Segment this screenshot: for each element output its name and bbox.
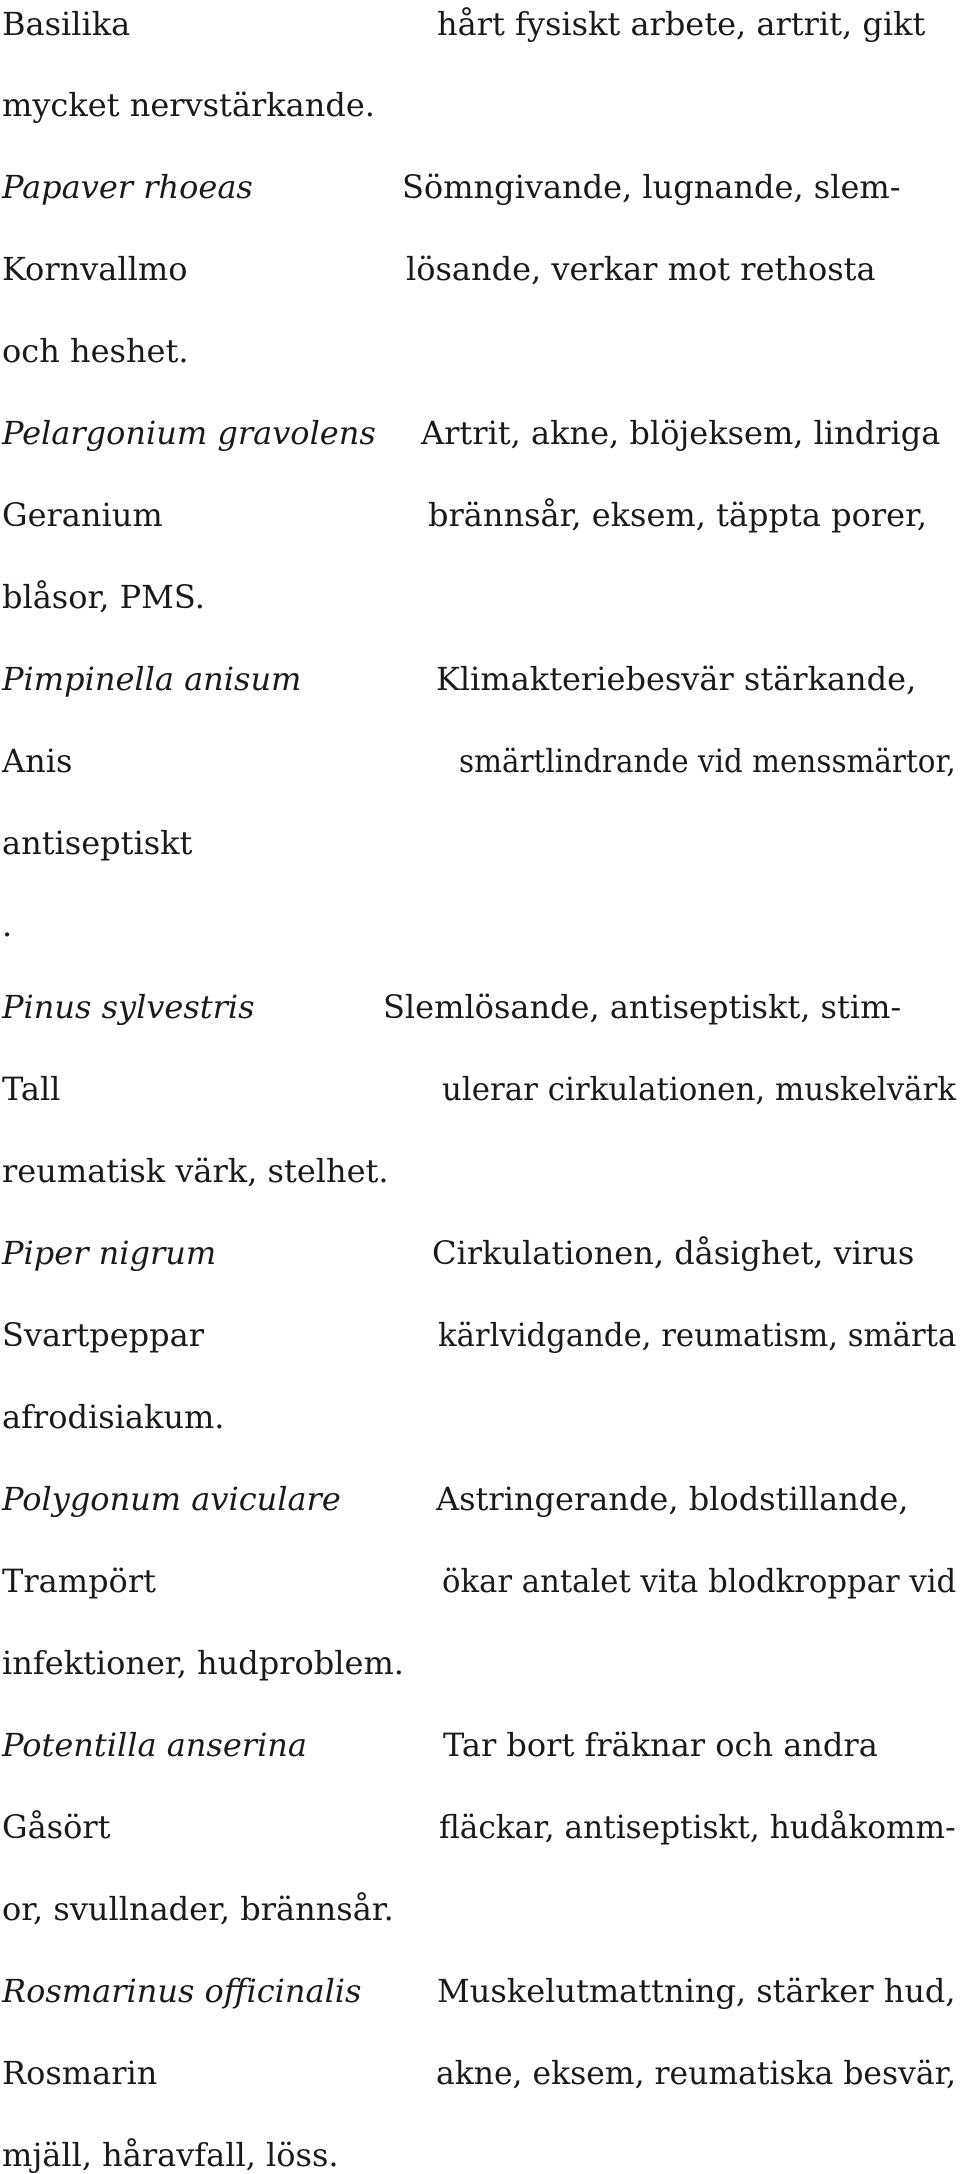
- stray-period: .: [2, 906, 13, 944]
- plant-swedish-name: Geranium: [2, 496, 163, 534]
- plant-latin-name: Pimpinella anisum: [2, 660, 302, 698]
- plant-latin-name: Piper nigrum: [2, 1234, 217, 1272]
- plant-use-text: Astringerande, blodstillande,: [436, 1480, 909, 1518]
- plant-use-continuation: och heshet.: [2, 332, 189, 370]
- plant-use-text: brännsår, eksem, täppta porer,: [428, 496, 928, 534]
- plant-latin-name: Polygonum aviculare: [2, 1480, 341, 1518]
- plant-swedish-name: Svartpeppar: [2, 1316, 204, 1354]
- plant-use-text: ulerar cirkulationen, muskelvärk: [442, 1070, 957, 1108]
- plant-swedish-name: Basilika: [2, 5, 131, 43]
- plant-use-text: Tar bort fräknar och andra: [443, 1726, 878, 1764]
- plant-use-text: Muskelutmattning, stärker hud,: [437, 1972, 956, 2010]
- plant-use-text: fläckar, antiseptiskt, hudåkomm-: [439, 1808, 956, 1846]
- plant-use-continuation: mycket nervstärkande.: [2, 86, 375, 124]
- plant-swedish-name: Rosmarin: [2, 2054, 158, 2092]
- plant-swedish-name: Tall: [2, 1070, 61, 1108]
- plant-swedish-name: Anis: [2, 742, 73, 780]
- plant-swedish-name: Trampört: [2, 1562, 156, 1600]
- plant-use-text: Artrit, akne, blöjeksem, lindriga: [421, 414, 941, 452]
- plant-latin-name: Pinus sylvestris: [2, 988, 255, 1026]
- plant-use-continuation: blåsor, PMS.: [2, 578, 205, 616]
- plant-use-text: ökar antalet vita blodkroppar vid: [442, 1562, 957, 1600]
- plant-use-text: smärtlindrande vid menssmärtor,: [459, 742, 956, 780]
- plant-use-text: lösande, verkar mot rethosta: [406, 250, 876, 288]
- plant-use-text: Cirkulationen, dåsighet, virus: [432, 1234, 915, 1272]
- plant-latin-name: Pelargonium gravolens: [2, 414, 376, 452]
- plant-use-text: Slemlösande, antiseptiskt, stim-: [383, 988, 902, 1026]
- plant-swedish-name: Kornvallmo: [2, 250, 188, 288]
- plant-use-continuation: afrodisiakum.: [2, 1398, 225, 1436]
- plant-use-text: akne, eksem, reumatiska besvär,: [436, 2054, 957, 2092]
- plant-use-continuation: or, svullnader, brännsår.: [2, 1890, 394, 1928]
- plant-use-text: kärlvidgande, reumatism, smärta: [438, 1316, 957, 1354]
- plant-use-text: Klimakteriebesvär stärkande,: [436, 660, 917, 698]
- plant-use-continuation: mjäll, håravfall, löss.: [2, 2136, 339, 2174]
- plant-use-text: hårt fysiskt arbete, artrit, gikt: [437, 5, 926, 43]
- plant-use-continuation: antiseptiskt: [2, 824, 193, 862]
- plant-use-continuation: reumatisk värk, stelhet.: [2, 1152, 389, 1190]
- plant-use-text: Sömngivande, lugnande, slem-: [402, 168, 901, 206]
- plant-latin-name: Papaver rhoeas: [2, 168, 253, 206]
- plant-use-continuation: infektioner, hudproblem.: [2, 1644, 404, 1682]
- plant-latin-name: Rosmarinus officinalis: [2, 1972, 362, 2010]
- plant-latin-name: Potentilla anserina: [2, 1726, 307, 1764]
- plant-swedish-name: Gåsört: [2, 1808, 111, 1846]
